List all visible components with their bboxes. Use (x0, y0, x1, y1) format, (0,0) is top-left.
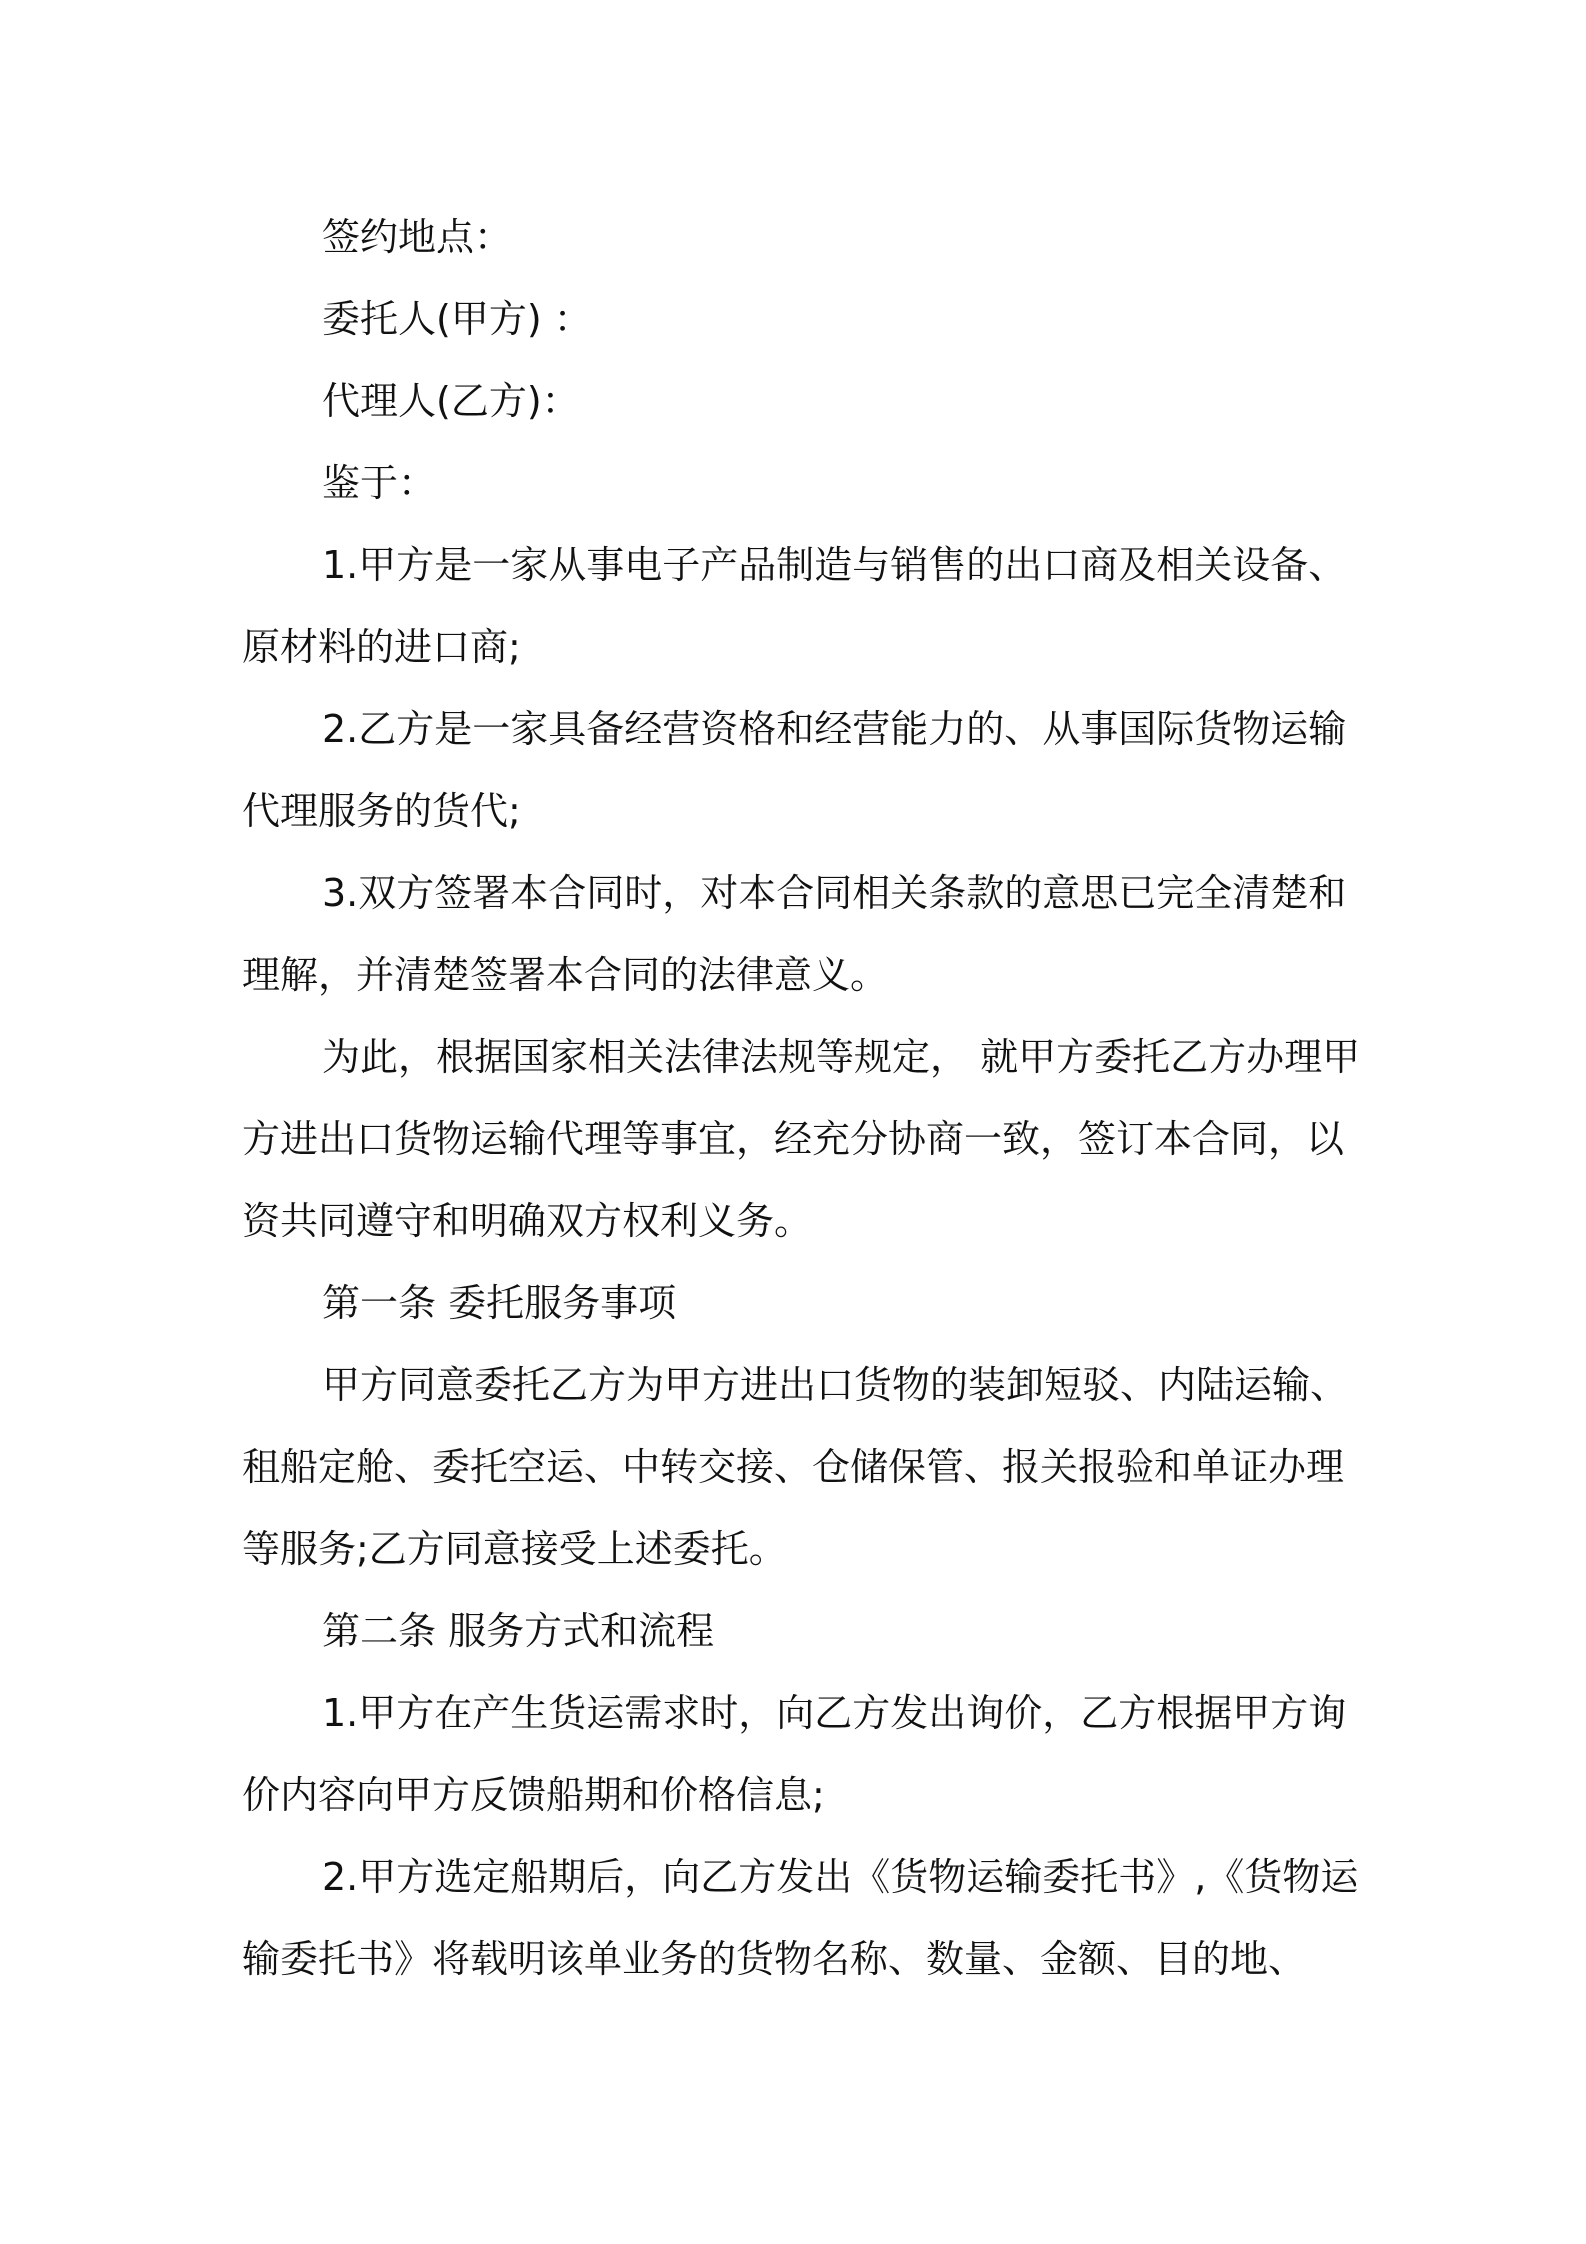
document-body (242, 196, 1362, 2000)
article-1-body: 甲方同意委托乙方为甲方进出口货物的装卸短驳、内陆运输、租船定舱、委托空运、中转交接、仓储保管、报关报验和单证办理等服务;乙方同意接受上述委托。 (242, 1363, 1349, 1571)
article-1-heading: 第一条 委托服务事项 (322, 1281, 677, 1325)
purpose-paragraph: 为此，根据国家相关法律法规等规定， 就甲方委托乙方办理甲方进出口货物运输代理等事宜，经充分协商一致，签订本合同，以资共同遵守和明确双方权利义务。 (242, 1035, 1361, 1243)
signing-place-line: 签约地点： (322, 215, 513, 259)
article-2-item-1: 1.甲方在产生货运需求时，向乙方发出询价，乙方根据甲方询价内容向甲方反馈船期和价格信息; (242, 1691, 1347, 1817)
whereas-heading: 鉴于： (322, 461, 437, 505)
party-b-line: 代理人(乙方)： (322, 379, 580, 423)
whereas-item-2: 2.乙方是一家具备经营资格和经营能力的、从事国际货物运输代理服务的货代; (242, 707, 1347, 833)
whereas-item-3: 3.双方签署本合同时，对本合同相关条款的意思已完全清楚和理解，并清楚签署本合同的法律意义。 (242, 871, 1347, 997)
whereas-item-1: 1.甲方是一家从事电子产品制造与销售的出口商及相关设备、原材料的进口商; (242, 543, 1347, 669)
article-2-item-2: 2.甲方选定船期后，向乙方发出《货物运输委托书》,《货物运输委托书》将载明该单业务的货物名称、数量、金额、目的地、 (242, 1855, 1359, 1981)
party-a-line: 委托人(甲方) ： (322, 297, 592, 341)
article-2-heading: 第二条 服务方式和流程 (322, 1609, 715, 1653)
